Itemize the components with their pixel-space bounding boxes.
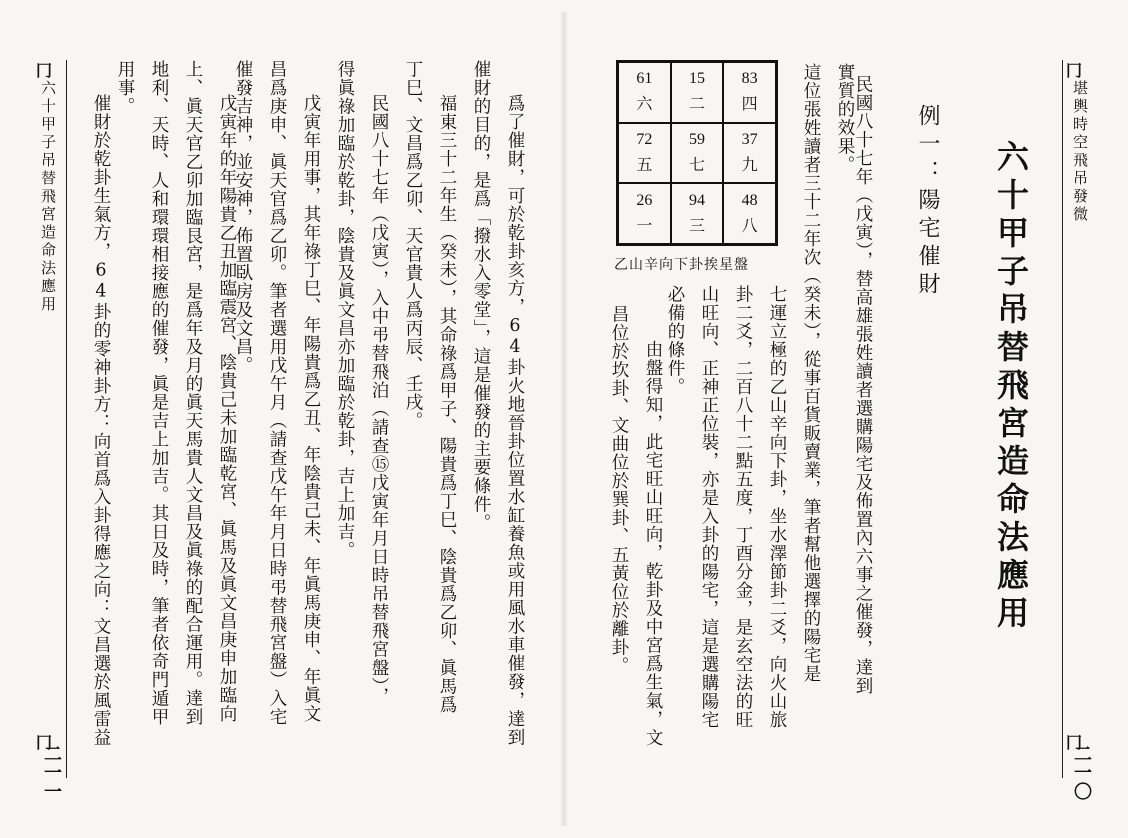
left-page-header: 六十甲子吊替飛宮造命法應用: [39, 80, 57, 314]
left-col-9: 催發吉神，並安神，佈置臥房及文昌。: [233, 60, 253, 375]
cell-star: 九: [741, 156, 758, 174]
chart-cell: [671, 183, 724, 244]
book-gutter: [560, 12, 568, 826]
cell-star: 四: [741, 96, 758, 114]
chart-cell: [671, 123, 724, 184]
left-col-7: 戊寅年用事，其年祿丁巳、年陽貴爲乙丑、年陰貴己未、年眞馬庚申、年眞文: [301, 94, 321, 723]
cell-number: 72: [636, 130, 653, 148]
left-col-5: 民國八十七年（戊寅），入中弔替飛泊（請查⑮戊寅年月日時吊替飛宮盤），: [369, 94, 389, 706]
right-col-9: 昌位於坎卦、文曲位於巽卦、五黃位於離卦。: [609, 305, 629, 675]
cell-star: 七: [688, 156, 705, 174]
right-col-3: 這位張姓讀者三十二年次（癸未），從事百貨販賣業，筆者幫他選擇的陽宅是: [801, 63, 821, 684]
left-col-11: 上、眞天官乙卯加臨艮宮，是爲年及月的眞天馬貴人文昌及眞祿的配合運用。達到: [183, 60, 203, 726]
right-page-number: 二一〇: [1071, 744, 1092, 801]
left-col-2: 催財的目的，是爲「撥水入零堂」，這是催發的主要條件。: [471, 60, 491, 533]
cell-star: 二: [688, 96, 705, 114]
cell-number: 94: [688, 191, 705, 209]
cell-number: 26: [636, 191, 653, 209]
cell-number: 59: [688, 130, 705, 148]
chart-cell: [618, 123, 671, 184]
left-col-14: 催財於乾卦生氣方，64卦的零神卦方：向首爲入卦得應之向：文昌選於風雷益: [91, 94, 111, 747]
right-page-rule: [1062, 60, 1063, 778]
right-col-6: 山旺向、正神正位裝，亦是入卦的陽宅，這是選購陽宅: [699, 285, 719, 729]
left-col-10: 戊寅年的年陽貴乙丑加臨震宮、陰貴己未加臨乾宮、眞馬及眞文昌庚申加臨向: [217, 94, 237, 723]
chart-cell: [723, 183, 776, 244]
right-col-1: 民國八十七年（戊寅），替高雄張姓讀者選購陽宅及佈置內六事之催發，達到: [853, 75, 873, 696]
left-col-1: 爲了催財，可於乾卦亥方，64卦火地晉卦位置水缸養魚或用風水車催發，達到: [505, 94, 525, 747]
header-ornament-icon: 冂: [1066, 61, 1083, 80]
page-number-ornament-icon: 冂: [36, 733, 53, 752]
left-col-4: 丁巳、文昌爲乙卯、天官貴人爲丙辰、壬戌。: [403, 60, 423, 430]
cell-star: 八: [741, 217, 758, 235]
cell-star: 一: [636, 217, 653, 235]
cell-star: 五: [636, 156, 653, 174]
chart-cell: [671, 62, 724, 123]
cell-number: 15: [688, 70, 705, 88]
right-col-4: 七運立極的乙山辛向下卦，坐水澤節卦二爻，向火山旅: [767, 285, 787, 729]
header-ornament-icon: 冂: [36, 61, 53, 80]
left-col-12: 地利、天時、人和環環相接應的催發，眞是吉上加吉。其日及時，筆者依奇門遁甲: [149, 60, 169, 726]
flying-star-chart: [616, 60, 778, 246]
chart-cell: [723, 123, 776, 184]
left-col-3: 福東三十二年生（癸未），其命祿爲甲子、陽貴爲丁巳、陰貴爲乙卯、眞馬爲: [437, 94, 457, 715]
right-col-2: 實質的效果。: [835, 63, 855, 174]
right-col-7: 必備的條件。: [665, 285, 685, 396]
right-col-8: 由盤得知，此宅旺山旺向，乾卦及中宮爲生氣，文: [643, 340, 663, 747]
chart-cell: [723, 62, 776, 123]
right-page-header: 堪輿時空飛吊發微: [1071, 80, 1089, 224]
left-col-13: 用事。: [115, 60, 135, 116]
cell-number: 48: [741, 191, 758, 209]
example-heading: 例一：陽宅催財: [915, 104, 940, 300]
right-col-5: 卦二爻，二百八十二點五度，丁酉分金，是玄空法的旺: [733, 285, 753, 729]
cell-number: 61: [636, 70, 653, 88]
cell-number: 37: [741, 130, 758, 148]
left-col-6: 得眞祿加臨於乾卦，陰貴及眞文昌亦加臨於乾卦，吉上加吉。: [335, 60, 355, 560]
left-col-8: 昌爲庚申、眞天官爲乙卯。筆者選用戊午月（請查戊午年月日時弔替飛宮盤）入宅: [267, 60, 287, 726]
chart-cell: [618, 62, 671, 123]
page-title: 六十甲子吊替飛宮造命法應用: [992, 140, 1030, 634]
cell-number: 83: [741, 70, 758, 88]
left-page-rule: [66, 60, 67, 778]
chart-caption: 乙山辛向下卦挨星盤: [614, 257, 749, 273]
page-number-ornament-icon: 冂: [1066, 733, 1083, 752]
left-page-number: 二一一: [41, 744, 62, 801]
cell-star: 六: [636, 96, 653, 114]
cell-star: 三: [688, 217, 705, 235]
chart-cell: [618, 183, 671, 244]
